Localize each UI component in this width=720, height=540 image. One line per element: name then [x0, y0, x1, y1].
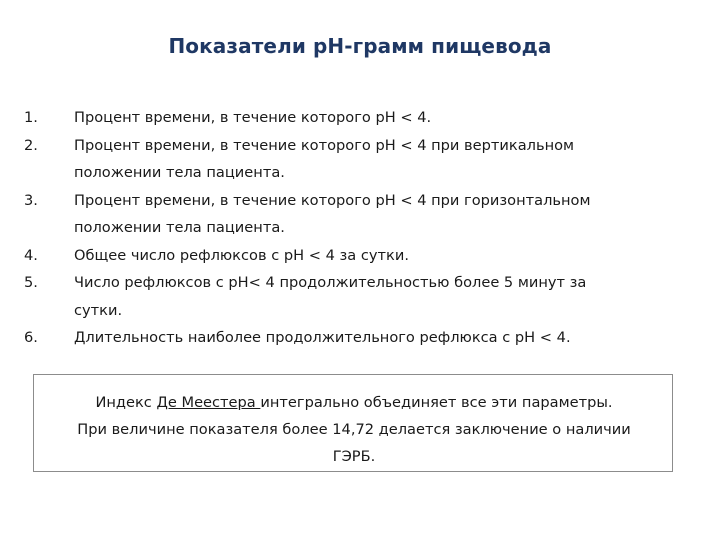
- item-line: Процент времени, в течение которого pH < 4.: [74, 109, 432, 126]
- item-text: [74, 242, 704, 270]
- item-number: 2.: [24, 136, 38, 154]
- item-line: Длительность наиболее продолжительного рефлюкса с pH < 4.: [74, 329, 571, 346]
- list-item: [24, 269, 704, 324]
- info-line3: ГЭРБ.: [332, 448, 376, 465]
- list-item: [24, 324, 704, 352]
- item-line: Общее число рефлюксов с pH < 4 за сутки.: [74, 246, 409, 264]
- item-number: 5.: [24, 274, 38, 291]
- item-text: [74, 132, 704, 187]
- list-item: [24, 242, 704, 270]
- item-number: 6.: [24, 329, 38, 346]
- item-text: [74, 187, 704, 242]
- item-line: положении тела пациента.: [74, 164, 285, 181]
- info-line1-suffix: интегрально объединяет все эти параметры.: [260, 394, 613, 411]
- list-item: [24, 104, 704, 132]
- demeester-index-box: [33, 374, 673, 472]
- demeester-link[interactable]: Де Меестера: [156, 394, 261, 411]
- info-text: [34, 389, 674, 470]
- item-text: [74, 104, 704, 132]
- item-number: 1.: [24, 109, 38, 126]
- item-line: Число рефлюксов с pH< 4 продолжительностью более 5 минут за: [74, 274, 587, 291]
- item-line: положении тела пациента.: [74, 219, 285, 236]
- info-line1-prefix: Индекс: [95, 394, 157, 411]
- parameter-list: [24, 104, 704, 352]
- item-number: 4.: [24, 246, 38, 264]
- slide-title: Показатели pH-грамм пищевода: [168, 34, 552, 58]
- item-number: 3.: [24, 191, 38, 209]
- item-line: сутки.: [74, 301, 123, 319]
- item-text: [74, 269, 704, 324]
- list-item: [24, 132, 704, 187]
- list-item: [24, 187, 704, 242]
- item-line: Процент времени, в течение которого pH < 4 при вертикальном: [74, 136, 575, 154]
- item-line: Процент времени, в течение которого pH < 4 при горизонтальном: [74, 191, 591, 209]
- item-text: [74, 324, 704, 352]
- info-line2: При величине показателя более 14,72 делается заключение о наличии: [77, 421, 631, 438]
